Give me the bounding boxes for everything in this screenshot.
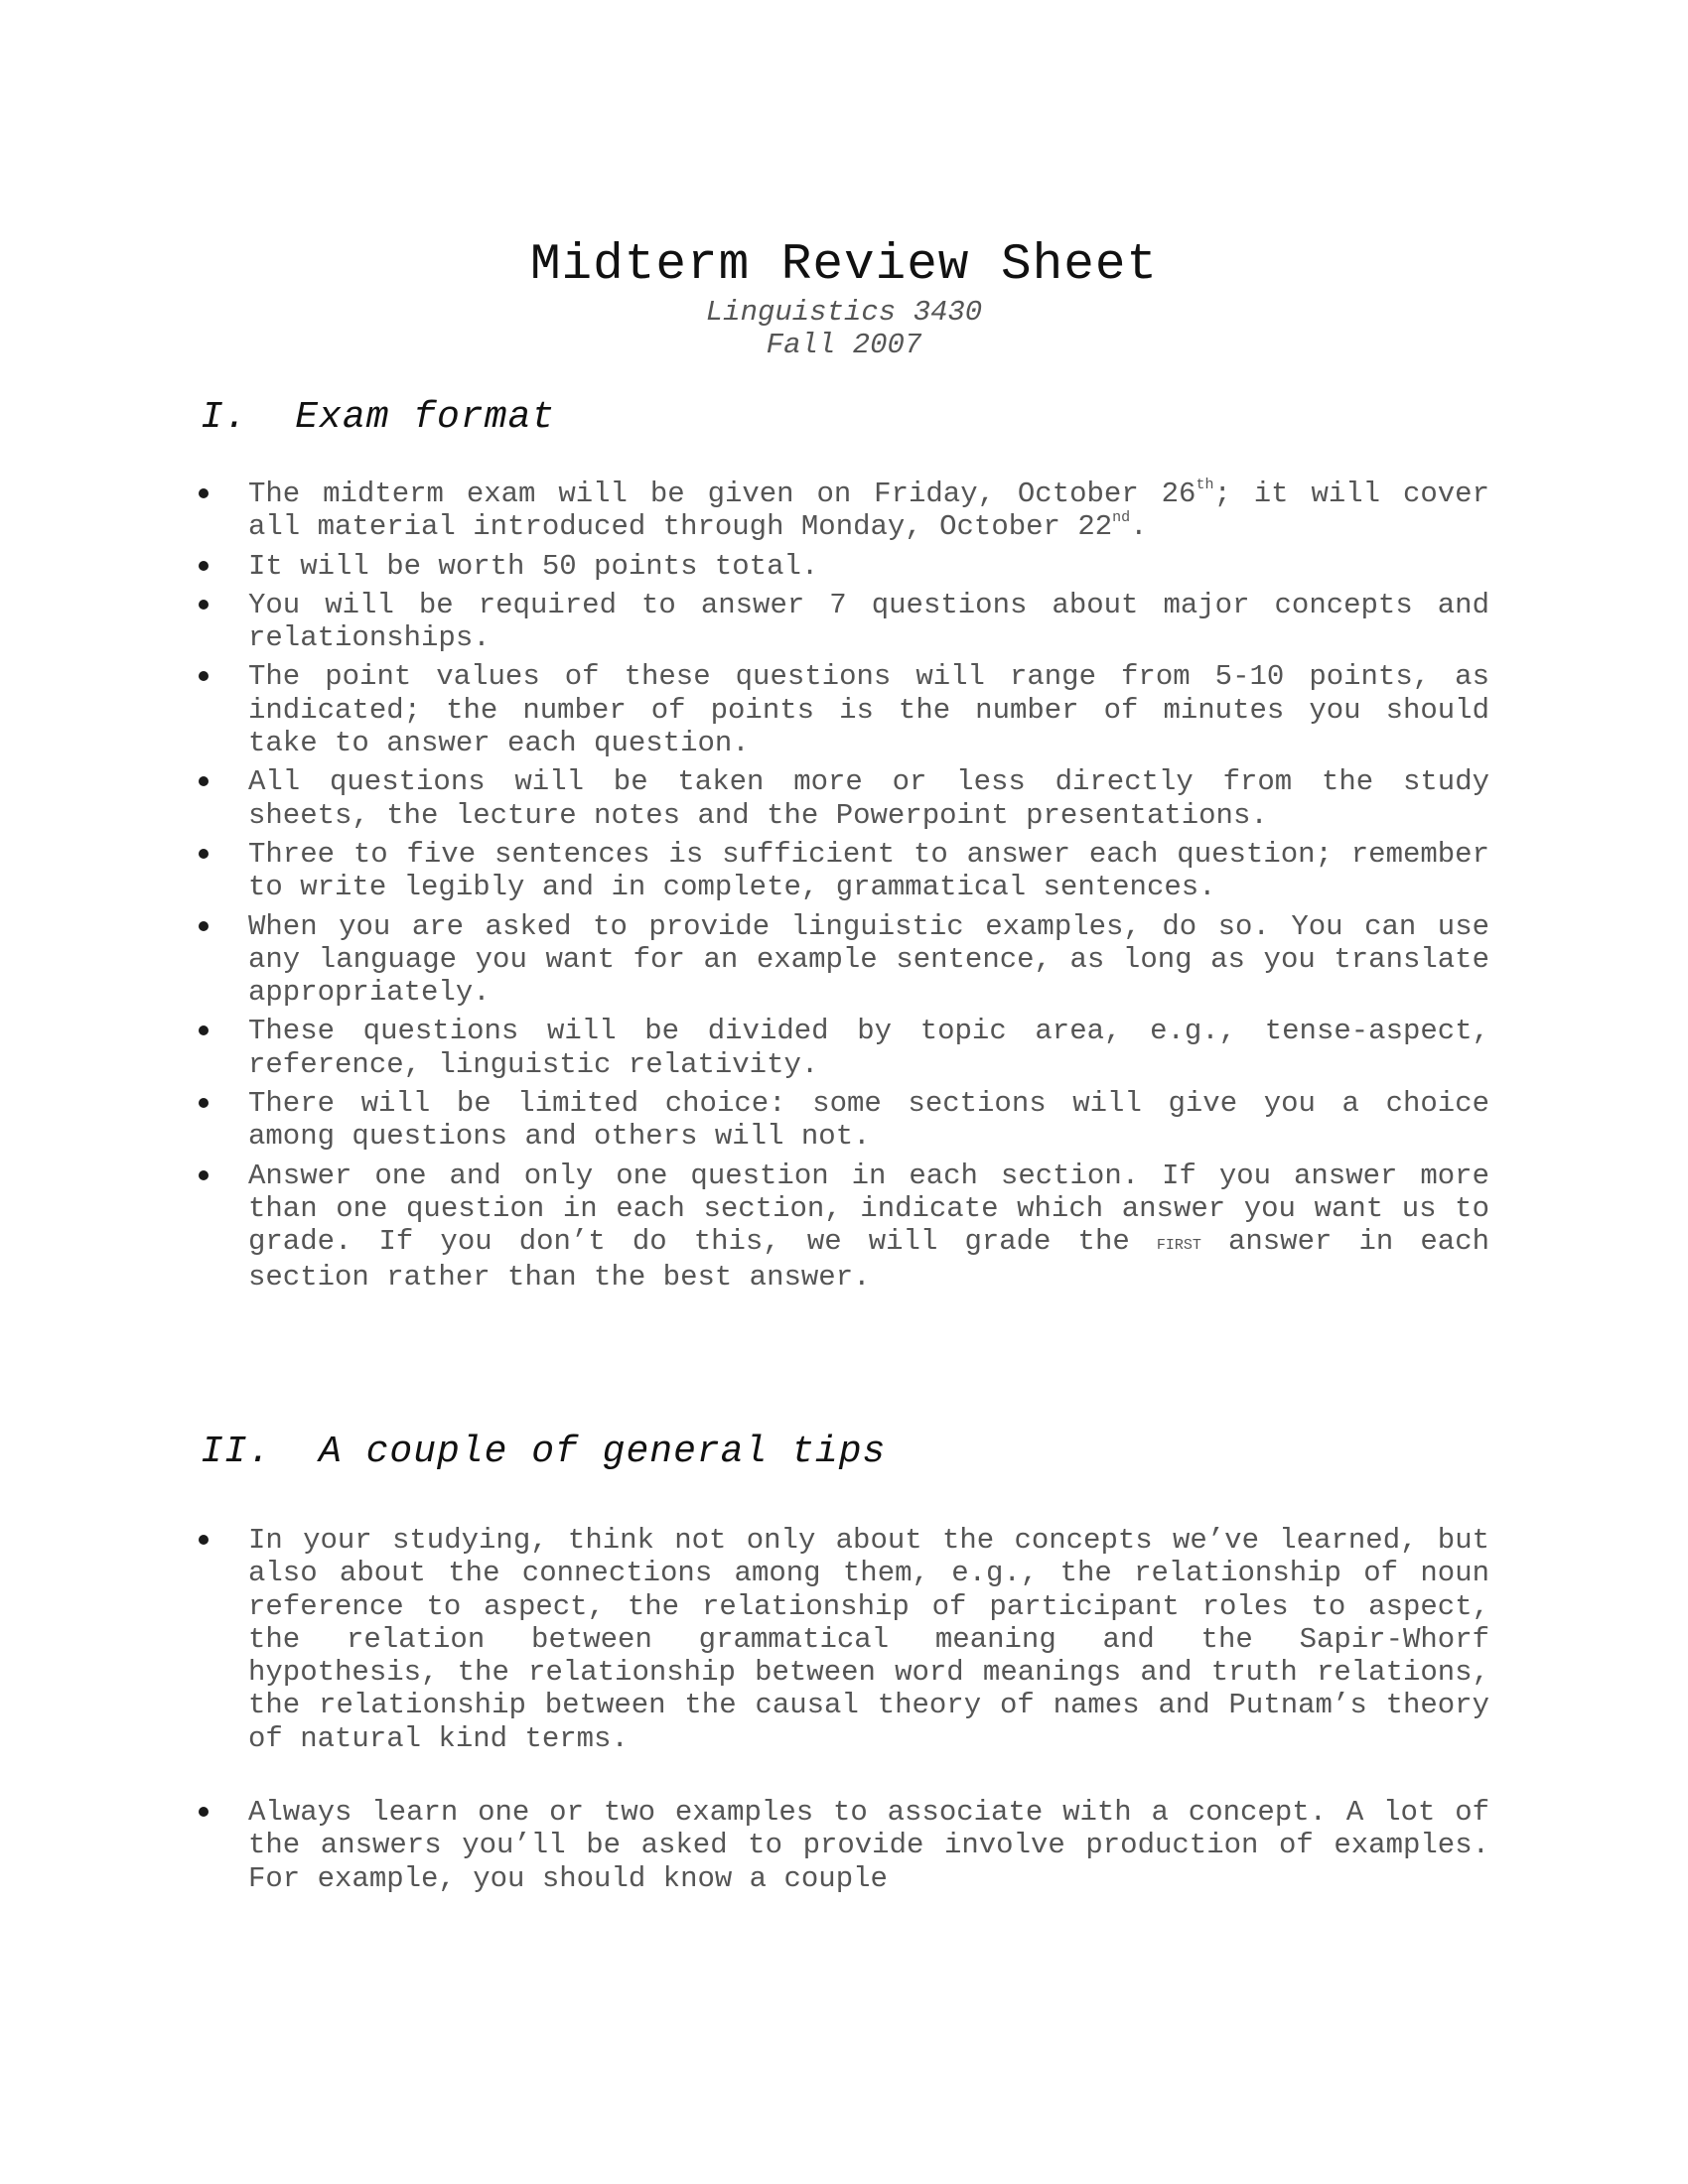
list-item <box>199 660 1489 759</box>
item-text: answer in each section rather than the best answer. <box>248 1225 1489 1294</box>
bullet-icon <box>199 1535 209 1545</box>
item-text: There will be limited choice: some sections will give you a choice among questions and others will not. <box>248 1087 1489 1154</box>
emphasis-text: first <box>1156 1231 1201 1257</box>
list-item <box>199 550 1489 583</box>
list-item <box>199 1796 1489 1895</box>
item-text: In your studying, think not only about the concepts we’ve learned, but also about the connections among them, e.g., the relationship of noun reference to aspect, the relationship of participant roles to aspect, the relation between grammatical meaning and the Sapir-Whorf hypothesis, the relationship between word meanings and truth relations, the relationship between the causal theory of names and Putnam’s theory of natural kind terms. <box>248 1524 1489 1755</box>
list-item <box>199 589 1489 655</box>
item-text: ; it will cover all material introduced through Monday, October 22 <box>248 478 1489 544</box>
exam-format-list <box>199 478 1489 1299</box>
item-text: You will be required to answer 7 questions about major concepts and relationships. <box>248 588 1489 655</box>
bullet-icon <box>199 1098 209 1108</box>
item-text: It will be worth 50 points total. <box>248 549 819 583</box>
item-text: All questions will be taken more or less directly from the study sheets, the lecture notes and the Powerpoint presentations. <box>248 765 1489 832</box>
bullet-icon <box>199 1025 209 1035</box>
page-title: Midterm Review Sheet <box>529 237 1159 294</box>
ordinal-suffix: nd <box>1112 509 1131 527</box>
bullet-icon <box>199 776 209 786</box>
list-item <box>199 1524 1489 1755</box>
ordinal-suffix: th <box>1196 477 1214 493</box>
item-text: These questions will be divided by topic area, e.g., tense-aspect, reference, linguistic relativity. <box>248 1015 1489 1081</box>
bullet-icon <box>199 600 209 610</box>
list-item <box>199 1015 1489 1081</box>
course-subtitle: Linguistics 3430 <box>705 296 983 329</box>
section-heading-general-tips: II. A couple of general tips <box>201 1431 887 1473</box>
list-item <box>199 838 1489 904</box>
bullet-icon <box>199 488 209 498</box>
list-item <box>199 1087 1489 1154</box>
item-text: Always learn one or two examples to associate with a concept. A lot of the answers you’ll be asked to provide involve production of examples. For example, you should know a couple <box>248 1796 1489 1895</box>
item-text: . <box>1130 510 1148 544</box>
term-subtitle: Fall 2007 <box>766 329 922 361</box>
list-item <box>199 478 1489 544</box>
list-item <box>199 1160 1489 1294</box>
list-item <box>199 765 1489 832</box>
general-tips-list <box>199 1524 1489 1936</box>
bullet-icon <box>199 1807 209 1817</box>
item-text: The point values of these questions will range from 5-10 points, as indicated; the number of points is the number of minutes you should take to answer each question. <box>248 660 1489 760</box>
item-text: The midterm exam will be given on Friday, October 26 <box>248 478 1196 510</box>
bullet-icon <box>199 849 209 859</box>
section-heading-exam-format: I. Exam format <box>201 396 556 439</box>
bullet-icon <box>199 921 209 931</box>
list-item <box>199 910 1489 1010</box>
bullet-icon <box>199 671 209 681</box>
item-text: When you are asked to provide linguistic examples, do so. You can use any language you want for an example sentence, as long as you translate appropriately. <box>248 909 1489 1010</box>
bullet-icon <box>199 1170 209 1180</box>
item-text: Answer one and only one question in each section. If you answer more than one question in each section, indicate which answer you want us to grade. If you don’t do this, we will grade the <box>248 1159 1489 1259</box>
bullet-icon <box>199 561 209 571</box>
item-text: Three to five sentences is sufficient to answer each question; remember to write legibly and in complete, grammatical sentences. <box>248 837 1489 904</box>
